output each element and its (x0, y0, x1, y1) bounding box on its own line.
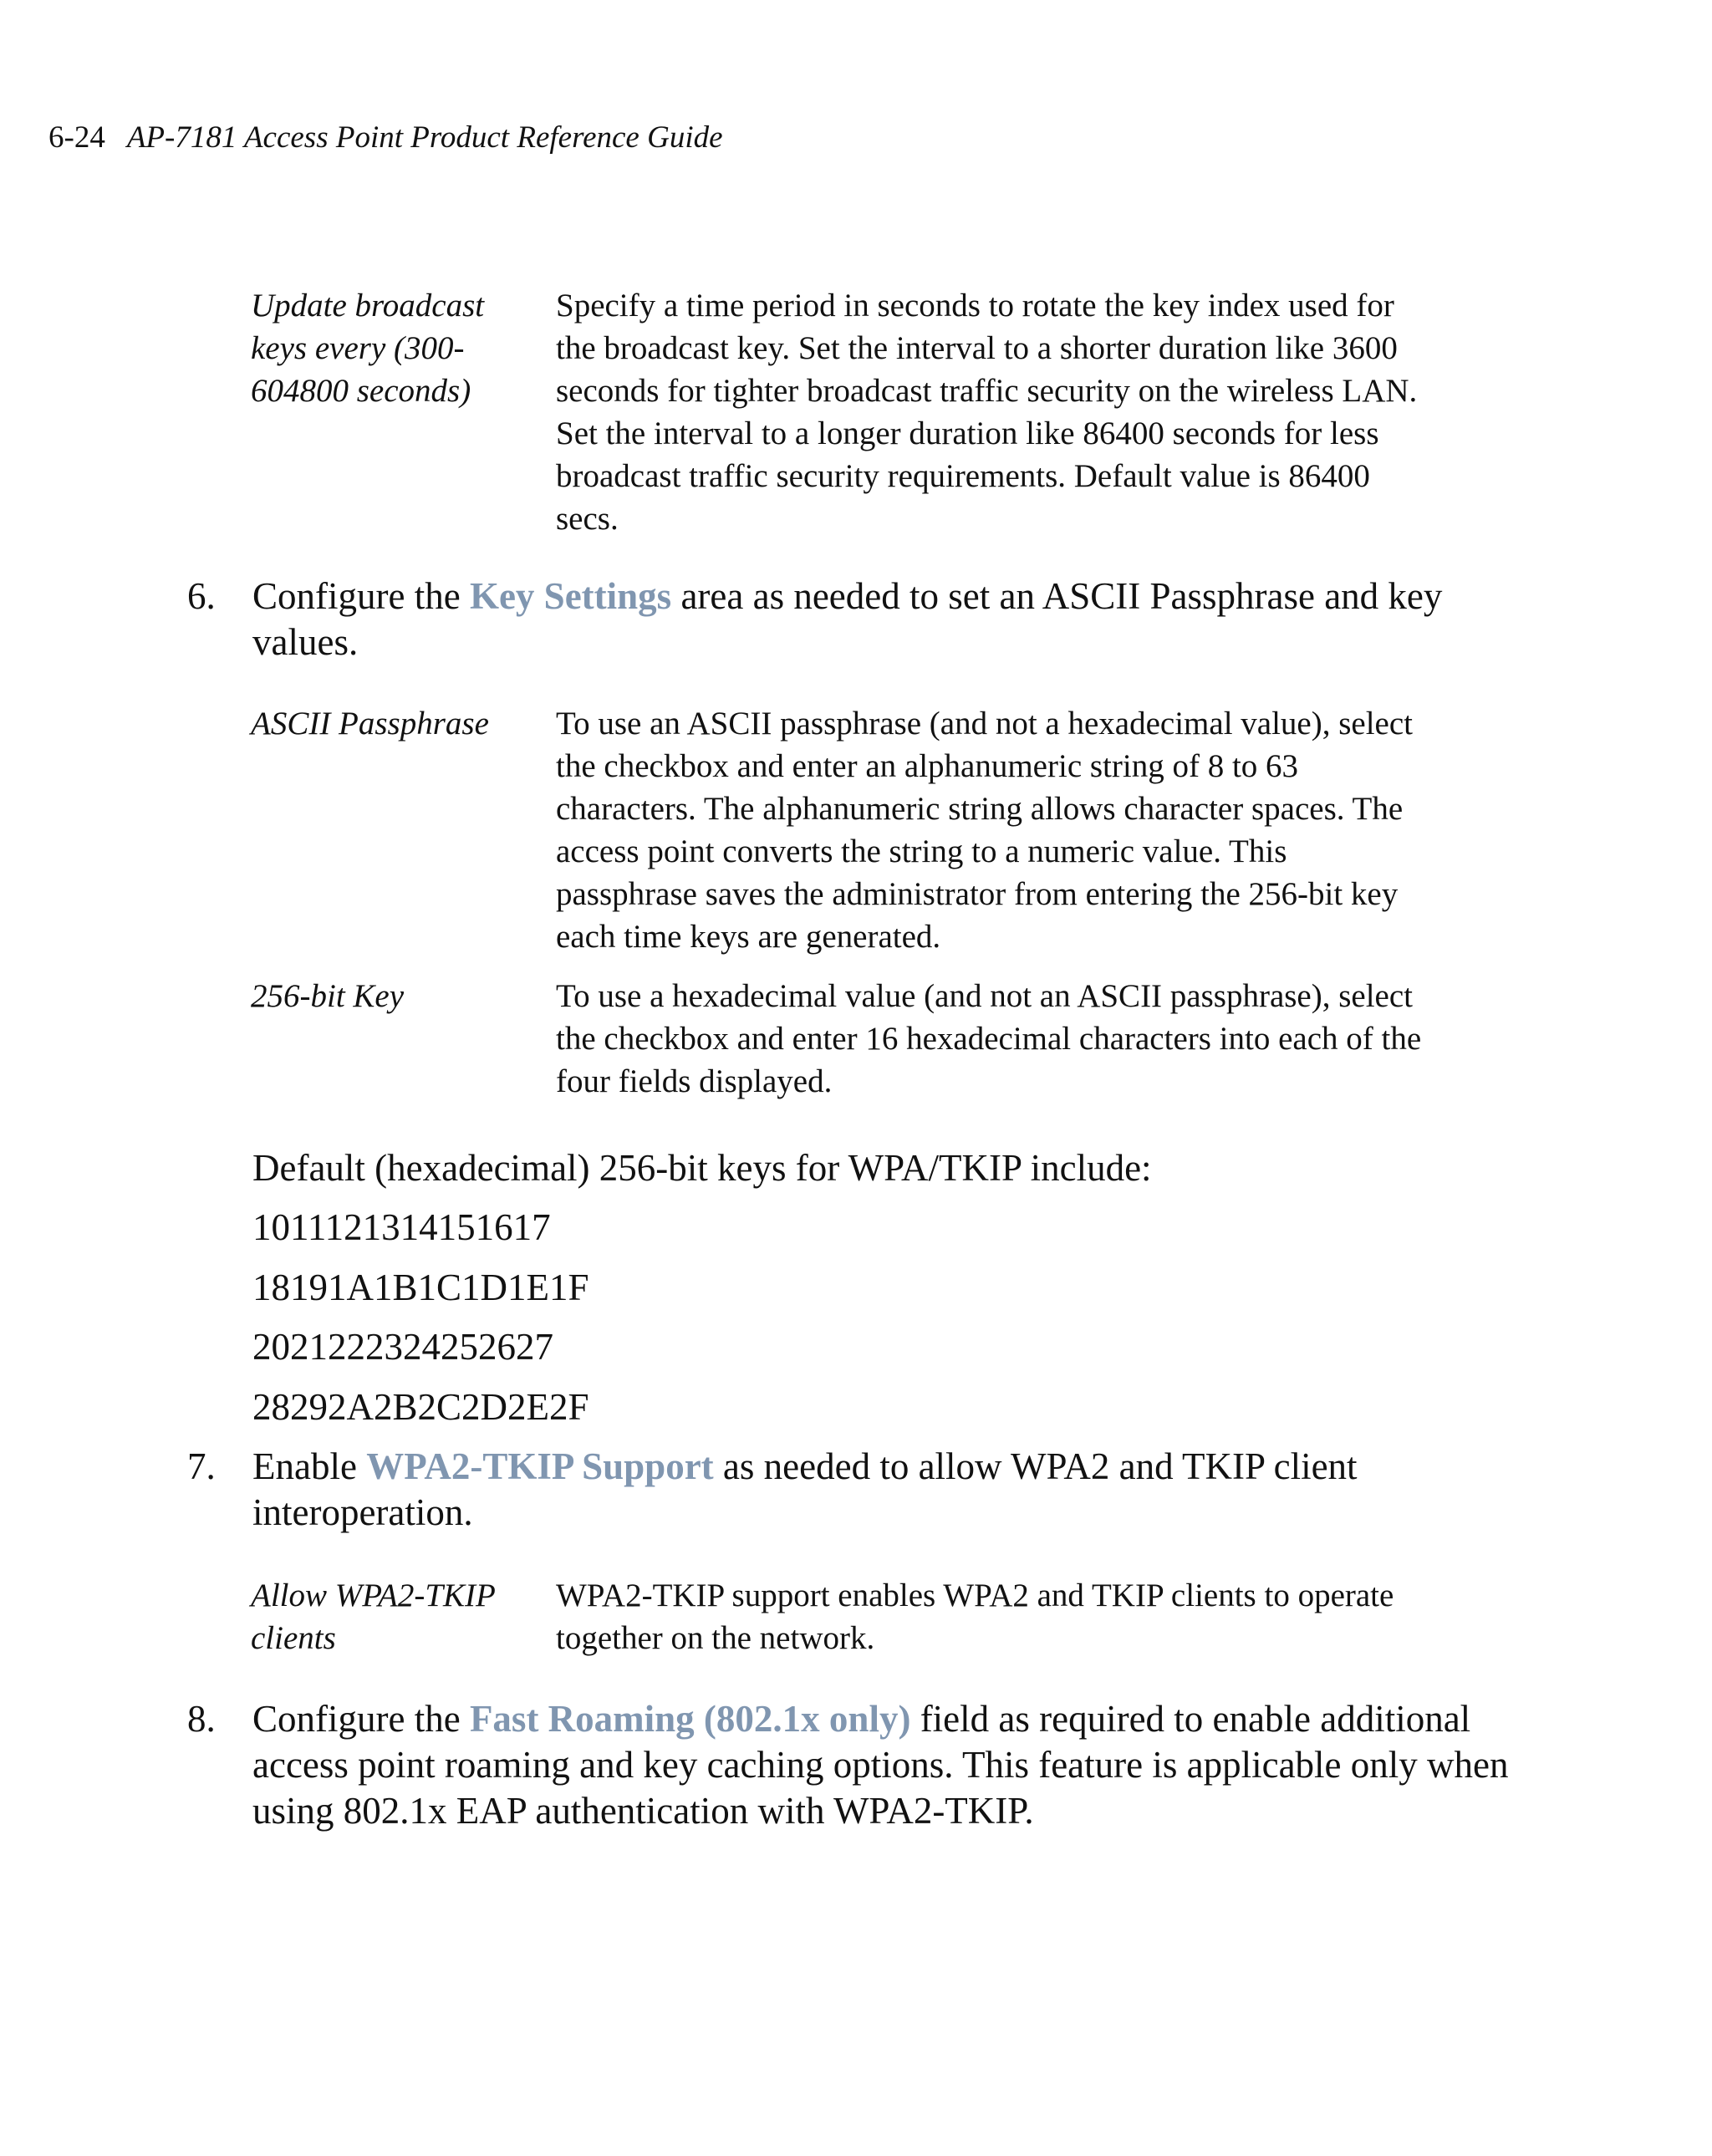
step-6 (187, 573, 1541, 665)
description-ascii-passphrase: To use an ASCII passphrase (and not a hexadecimal value), select the checkbox and enter an alphanumeric string of 8 to 63 characters. The alphanumeric string allows character spaces. The access point converts the string to a numeric value. This passphrase saves the administrator from entering the 256-bit key each time keys are generated. (556, 706, 1414, 955)
step-8 (187, 1696, 1541, 1834)
step-text-post: as needed to allow WPA2 and TKIP client interoperation. (252, 1445, 1358, 1533)
term-update-broadcast-keys: Update broadcast keys every (300-604800 seconds) (251, 288, 485, 409)
step-text-pre: Enable (252, 1445, 367, 1487)
step-text-post: field as required to enable additional access point roaming and key caching options. This feature is applicable only when using 802.1x EAP authentication with WPA2-TKIP. (252, 1698, 1509, 1832)
step-text (252, 1696, 1531, 1834)
page-number: 6-24 (48, 120, 105, 155)
table-row (251, 975, 1488, 1103)
step-text-pre: Configure the (252, 1698, 470, 1740)
step-number: 7. (187, 1445, 216, 1487)
document-title: AP-7181 Access Point Product Reference Guide (126, 120, 723, 155)
default-key-2: 18191A1B1C1D1E1F (252, 1267, 589, 1308)
broadcast-key-table (251, 284, 1488, 540)
default-key-3: 2021222324252627 (252, 1326, 553, 1368)
description-allow-wpa2-tkip-clients: WPA2-TKIP support enables WPA2 and TKIP clients to operate together on the network. (556, 1577, 1394, 1656)
key-settings-table (251, 702, 1488, 1103)
step-text-pre: Configure the (252, 575, 470, 617)
default-key-1: 1011121314151617 (252, 1206, 551, 1248)
page-header (48, 117, 723, 159)
step-text (252, 1444, 1456, 1536)
step-number: 6. (187, 575, 216, 617)
table-row (251, 1574, 1488, 1659)
table-row (251, 284, 1488, 540)
step-text (252, 573, 1531, 665)
default-keys-intro: Default (hexadecimal) 256-bit keys for WPA/TKIP include: (252, 1147, 1152, 1189)
description-256-bit-key: To use a hexadecimal value (and not an ASCII passphrase), select the checkbox and enter 16 hexadecimal characters into each of the four fields displayed. (556, 978, 1422, 1099)
step-number: 8. (187, 1698, 216, 1740)
highlight-fast-roaming: Fast Roaming (802.1x only) (469, 1698, 911, 1740)
default-key-4: 28292A2B2C2D2E2F (252, 1386, 589, 1428)
table-row (251, 702, 1488, 958)
highlight-wpa2-tkip-support: WPA2-TKIP Support (366, 1445, 714, 1487)
term-ascii-passphrase: ASCII Passphrase (251, 706, 489, 742)
step-text-post: area as needed to set an ASCII Passphrase and key values. (252, 575, 1443, 663)
highlight-key-settings: Key Settings (469, 575, 672, 617)
description-update-broadcast-keys: Specify a time period in seconds to rotate the key index used for the broadcast key. Set the interval to a shorter duration like 3600 seconds for tighter broadcast traffic security on the wireless LAN. Set the interval to a longer duration like 86400 seconds for less broadcast traffic security requirements. Default value is 86400 secs. (556, 288, 1418, 537)
term-allow-wpa2-tkip-clients: Allow WPA2-TKIP clients (251, 1577, 496, 1656)
term-256-bit-key: 256-bit Key (251, 978, 405, 1014)
step-7 (187, 1444, 1541, 1536)
wpa2-tkip-table (251, 1574, 1488, 1659)
